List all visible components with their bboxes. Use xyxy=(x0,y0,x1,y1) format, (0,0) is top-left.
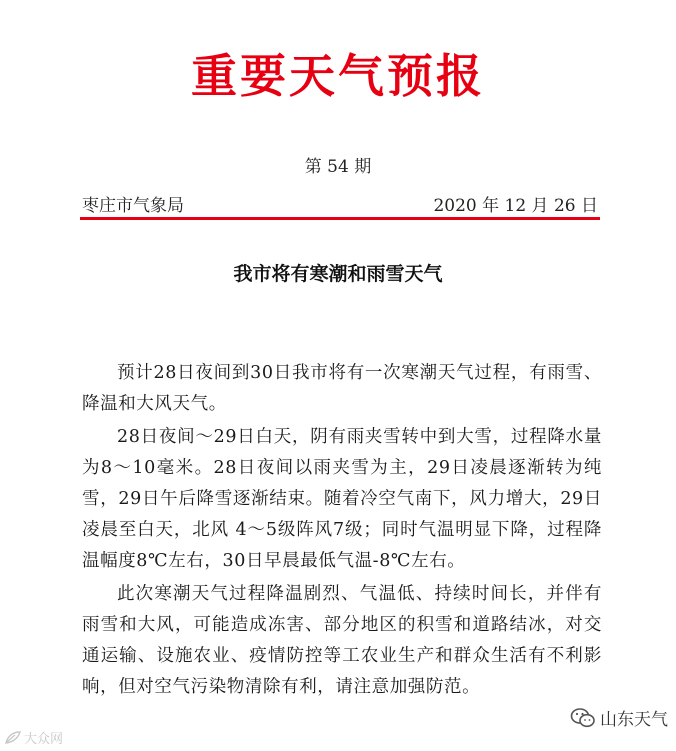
article-title: 我市将有寒潮和雨雪天气 xyxy=(233,263,443,285)
paragraph-2: 28日夜间～29日白天，阴有雨夹雪转中到大雪，过程降水量为8～10毫米。28日夜间以雨夹雪为主，29日凌晨逐渐转为纯雪，29日午后降雪逐渐结束。随着冷空气南下，风力增大，29日凌晨至白天，北风 4～5级阵风7级；同时气温明显下降，过程降温幅度8℃左右，30日早晨最低气温-8℃左右。 xyxy=(82,427,602,571)
watermark-left-text: 大众网 xyxy=(24,732,64,747)
issuing-agency: 枣庄市气象局 xyxy=(82,196,184,216)
red-divider xyxy=(80,217,600,220)
wechat-icon xyxy=(570,706,596,730)
paragraph-1: 预计28日夜间到30日我市将有一次寒潮天气过程，有雨雪、降温和大风天气。 xyxy=(82,363,602,414)
issue-number: 第 54 期 xyxy=(304,157,372,177)
leaf-logo-icon xyxy=(4,730,22,746)
masthead-title: 重要天气预报 xyxy=(191,49,485,103)
paragraph-3: 此次寒潮天气过程降温剧烈、气温低、持续时间长，并伴有雨雪和大风，可能造成冻害、部分地区的积雪和道路结冰，对交通运输、设施农业、疫情防控等工农业生产和群众生活有不利影响，但对空气污染物清除有利，请注意加强防范。 xyxy=(82,584,602,697)
watermark-left xyxy=(4,728,63,747)
article-body xyxy=(82,358,602,705)
watermark-right xyxy=(570,705,668,730)
issue-date: 2020 年 12 月 26 日 xyxy=(433,196,598,216)
meta-row xyxy=(82,191,598,216)
watermark-right-text: 山东天气 xyxy=(600,710,668,730)
